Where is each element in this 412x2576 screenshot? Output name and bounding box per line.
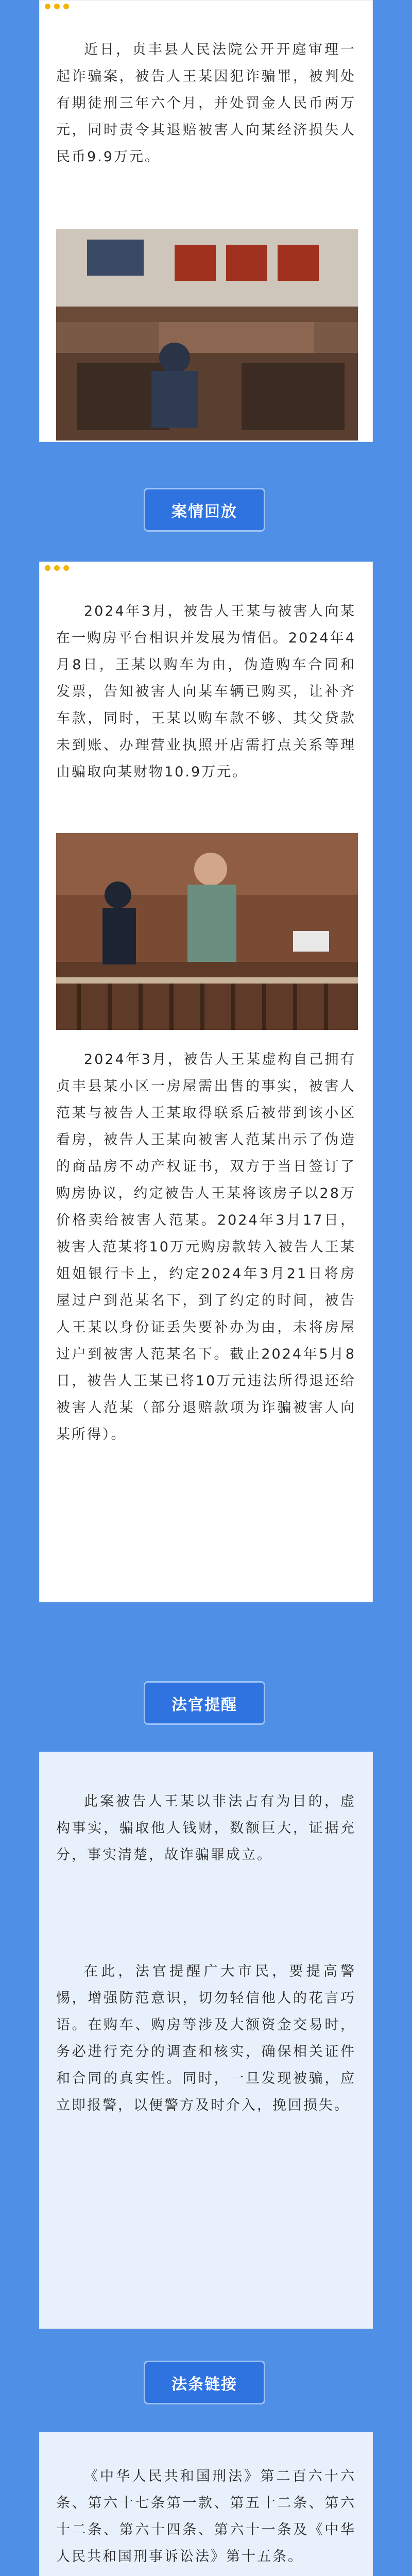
case-card bbox=[39, 562, 373, 1602]
case-paragraph-1: 2024年3月，被告人王某与被害人向某在一购房平台相识并发展为情侣。2024年4月8日，王某以购车为由，伪造购车合同和发票，告知被害人向某车辆已购买，让补齐车款，同时，王某以购车款不够、其父贷款未到账、办理营业执照开店需打点关系等理由骗取向某财物10.9万元。 bbox=[56, 603, 356, 780]
defendant-photo bbox=[56, 833, 358, 1030]
law-card bbox=[39, 2432, 373, 2576]
decor-dots bbox=[45, 565, 69, 571]
intro-paragraph: 近日，贞丰县人民法院公开开庭审理一起诈骗案，被告人王某因犯诈骗罪，被判处有期徒刑三年六个月，并处罚金人民币两万元，同时责令其退赔被害人向某经济损失人民币9.9万元。 bbox=[56, 42, 356, 165]
section-title-law: 法条链接 bbox=[144, 2361, 265, 2404]
law-paragraph: 《中华人民共和国刑法》第二百六十六条、第六十七条第一款、第五十二条、第六十二条、第六十四条、第六十一条及《中华人民共和国刑事诉讼法》第十五条。 bbox=[56, 2468, 356, 2565]
judge-paragraph-2: 在此，法官提醒广大市民，要提高警惕，增强防范意识，切勿轻信他人的花言巧语。在购车、购房等涉及大额资金交易时，务必进行充分的调查和核实，确保相关证件和合同的真实性。同时，一旦发现被骗，应立即报警，以便警方及时介入，挽回损失。 bbox=[56, 1963, 356, 2113]
judge-card bbox=[39, 1752, 373, 2329]
courtroom-photo bbox=[56, 229, 358, 440]
decor-dots bbox=[45, 4, 69, 9]
case-paragraph-2: 2024年3月，被告人王某虚构自己拥有贞丰县某小区一房屋需出售的事实，被害人范某与被告人王某取得联系后被带到该小区看房，被告人王某向被害人范某出示了伪造的商品房不动产权证书，双方于当日签订了购房协议，约定被告人王某将该房子以28万价格卖给被害人范某。2024年3月17日，被害人范某将10万元购房款转入被告人王某姐姐银行卡上，约定2024年3月21日将房屋过户到范某名下，到了约定的时间，被告人王某以身份证丢失要补办为由，未将房屋过户到被害人范某名下。截止2024年5月8日，被告人王某已将10万元违法所得退还给被害人范某（部分退赔款项为诈骗被害人向某所得）。 bbox=[56, 1052, 356, 1443]
intro-card bbox=[39, 0, 373, 442]
judge-paragraph-1: 此案被告人王某以非法占有为目的，虚构事实，骗取他人钱财，数额巨大，证据充分，事实清楚，故诈骗罪成立。 bbox=[56, 1793, 356, 1863]
section-title-judge: 法官提醒 bbox=[144, 1681, 265, 1725]
section-title-case: 案情回放 bbox=[144, 488, 265, 532]
